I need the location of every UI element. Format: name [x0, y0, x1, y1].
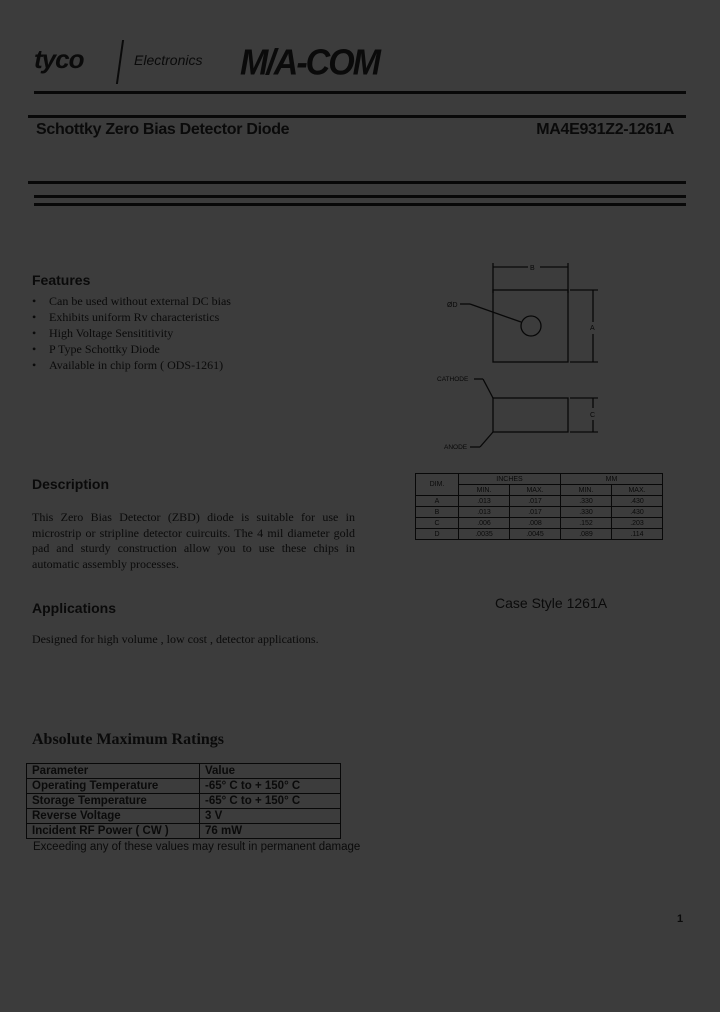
- ratings-note: Exceeding any of these values may result in permanent damage: [33, 841, 361, 853]
- dims-header-max: MAX.: [510, 485, 561, 496]
- ratings-col-value: Value: [200, 764, 341, 779]
- dims-header-max: MAX.: [612, 485, 663, 496]
- parameter-cell: Operating Temperature: [27, 779, 200, 794]
- ratings-table: [26, 763, 341, 839]
- mm-max-cell: .203: [612, 518, 663, 529]
- anode-label: ANODE: [444, 444, 468, 451]
- outline-drawing-svg: [430, 258, 630, 458]
- table-row: [416, 496, 663, 507]
- part-number: MA4E931Z2-1261A: [536, 121, 674, 138]
- tyco-logo: tyco: [34, 44, 84, 74]
- table-row: [27, 809, 341, 824]
- feature-item: • High Voltage Sensititivity: [32, 325, 231, 341]
- dim-cell: B: [416, 507, 459, 518]
- ratings-col-parameter: Parameter: [27, 764, 200, 779]
- electronics-logo-text: Electronics: [134, 52, 203, 68]
- dim-label-d: ØD: [447, 302, 458, 309]
- feature-item: • Available in chip form ( ODS-1261): [32, 357, 231, 373]
- dimensions-table: [415, 473, 663, 540]
- applications-heading: Applications: [32, 600, 117, 616]
- value-cell: 76 mW: [200, 824, 341, 839]
- case-style-label: Case Style 1261A: [495, 595, 608, 611]
- mm-max-cell: .430: [612, 507, 663, 518]
- header-rule-1: [34, 91, 686, 94]
- table-row: [416, 518, 663, 529]
- title-rule-3: [34, 203, 686, 206]
- features-heading: Features: [32, 272, 91, 288]
- inch-max-cell: .017: [510, 496, 561, 507]
- dims-header-min: MIN.: [459, 485, 510, 496]
- value-cell: 3 V: [200, 809, 341, 824]
- document-title: Schottky Zero Bias Detector Diode: [36, 121, 290, 138]
- macom-logo: M/A-COM: [240, 43, 379, 83]
- parameter-cell: Storage Temperature: [27, 794, 200, 809]
- feature-item: • Exhibits uniform Rv characteristics: [32, 309, 231, 325]
- mm-min-cell: .330: [561, 496, 612, 507]
- mm-min-cell: .330: [561, 507, 612, 518]
- features-list: [32, 293, 231, 373]
- mm-max-cell: .430: [612, 496, 663, 507]
- value-cell: -65° C to + 150° C: [200, 794, 341, 809]
- dim-label-b: B: [530, 265, 535, 272]
- logo-divider: [116, 40, 124, 84]
- feature-item: • P Type Schottky Diode: [32, 341, 231, 357]
- inch-max-cell: .0045: [510, 529, 561, 540]
- cathode-label: CATHODE: [437, 376, 469, 383]
- description-heading: Description: [32, 476, 110, 492]
- table-row: [27, 824, 341, 839]
- chip-outline-drawing: [430, 258, 630, 458]
- dims-header-dim: DIM.: [416, 474, 459, 496]
- mm-min-cell: .089: [561, 529, 612, 540]
- parameter-cell: Reverse Voltage: [27, 809, 200, 824]
- table-header-row: [27, 764, 341, 779]
- title-rule-1: [28, 181, 686, 184]
- mm-max-cell: .114: [612, 529, 663, 540]
- feature-item: • Can be used without external DC bias: [32, 293, 231, 309]
- description-text: This Zero Bias Detector (ZBD) diode is suitable for use in microstrip or stripline detector cuircuits. The 4 mil diameter gold pad and sturdy construction allow you to use these chips in automatic assembly processes.: [32, 510, 355, 571]
- dims-header-inches: INCHES: [459, 474, 561, 485]
- applications-text: Designed for high volume , low cost , detector applications.: [32, 632, 319, 646]
- inch-min-cell: .013: [459, 507, 510, 518]
- table-row: [416, 507, 663, 518]
- ratings-heading: Absolute Maximum Ratings: [32, 731, 225, 748]
- dims-header-mm: MM: [561, 474, 663, 485]
- dim-label-a: A: [590, 325, 595, 332]
- header-rule-2: [28, 115, 686, 118]
- dim-label-c: C: [590, 412, 596, 419]
- title-rule-2: [34, 195, 686, 198]
- inch-max-cell: .017: [510, 507, 561, 518]
- inch-min-cell: .013: [459, 496, 510, 507]
- page-number: 1: [677, 913, 684, 925]
- inch-max-cell: .008: [510, 518, 561, 529]
- dim-cell: C: [416, 518, 459, 529]
- dim-cell: D: [416, 529, 459, 540]
- parameter-cell: Incident RF Power ( CW ): [27, 824, 200, 839]
- mm-min-cell: .152: [561, 518, 612, 529]
- dim-cell: A: [416, 496, 459, 507]
- inch-min-cell: .006: [459, 518, 510, 529]
- inch-min-cell: .0035: [459, 529, 510, 540]
- dims-header-min: MIN.: [561, 485, 612, 496]
- value-cell: -65° C to + 150° C: [200, 779, 341, 794]
- table-row: [27, 794, 341, 809]
- table-row: [27, 779, 341, 794]
- table-row: [416, 529, 663, 540]
